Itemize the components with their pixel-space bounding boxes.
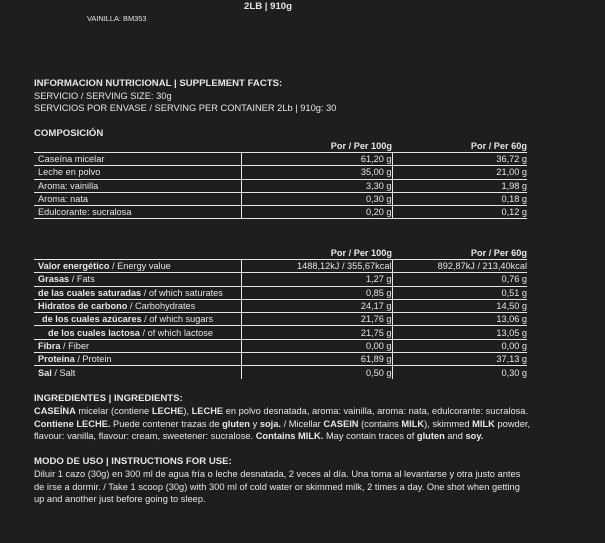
composition-heading: COMPOSICIÓN (34, 128, 104, 139)
table-row: de las cuales saturadas / of which saturates 0,85 g 0,51 g (34, 286, 527, 299)
servings-per-container: SERVICIOS POR ENVASE / SERVING PER CONTAINER 2Lb | 910g: 30 (34, 103, 337, 113)
supplement-facts-heading: INFORMACION NUTRICIONAL | SUPPLEMENT FACTS: (34, 78, 283, 89)
table-row: Hidratos de carbono / Carbohydrates 24,17 g 14,50 g (34, 299, 527, 312)
table-row: Aroma: vainilla 3,30 g 1,98 g (34, 179, 527, 192)
table-row: Fibra / Fiber 0,00 g 0,00 g (34, 339, 527, 352)
ingredients-text: CASEÍNA micelar (contiene LECHE), LECHE en polvo desnatada, aroma: vainilla, aroma: nata, edulcorante: sucralosa. Contiene LECHE. Puede contener trazas de gluten y soja. / Micellar CASEIN (contains MILK), skimmed MILK powder, flavour: vanilla, flavour: cream, sweetener: sucralose. Contains MILK. May contain traces of gluten and soy. (34, 406, 531, 441)
nutrition-col-60g: Por / Per 60g (392, 246, 527, 260)
serving-size: SERVICIO / SERVING SIZE: 30g (34, 91, 172, 101)
table-row: de los cuales azúcares / of which sugars 21,76 g 13,06 g (34, 313, 527, 326)
net-weight: 2LB | 910g (244, 1, 293, 12)
composition-col-100g: Por / Per 100g (241, 139, 392, 153)
table-row: Leche en polvo 35,00 g 21,00 g (34, 166, 527, 179)
composition-col-60g: Por / Per 60g (392, 139, 527, 153)
ingredients-heading: INGREDIENTES | INGREDIENTS: (34, 393, 183, 404)
usage-text: Diluir 1 cazo (30g) en 300 ml de agua fría o leche desnatada, 2 veces al día. Una toma al levantarse y otra justo antes de irse a dormir. / Take 1 scoop (30g) with 300 ml of cold water or skimmed milk, 2 times a day. One shot when getting up and another just before going to sleep. (34, 469, 521, 504)
table-row: Proteína / Protein 61,89 g 37,13 g (34, 353, 527, 366)
table-row: Caseína micelar 61,20 g 36,72 g (34, 153, 527, 166)
nutrition-table (34, 246, 527, 379)
table-row: Aroma: nata 0,30 g 0,18 g (34, 192, 527, 205)
flavor-code: VAINILLA: BM353 (87, 14, 147, 23)
table-row: de los cuales lactosa / of which lactose 21,75 g 13,05 g (34, 326, 527, 339)
table-row: Valor energético / Energy value 1488,12kJ / 355,67kcal 892,87kJ / 213,40kcal (34, 260, 527, 273)
table-row: Sal / Salt 0,50 g 0,30 g (34, 366, 527, 379)
usage-heading: MODO DE USO | INSTRUCTIONS FOR USE: (34, 456, 232, 467)
table-row: Edulcorante: sucralosa 0,20 g 0,12 g (34, 206, 527, 219)
composition-table (34, 139, 527, 219)
nutrition-col-100g: Por / Per 100g (241, 246, 392, 260)
table-row: Grasas / Fats 1,27 g 0,76 g (34, 273, 527, 286)
